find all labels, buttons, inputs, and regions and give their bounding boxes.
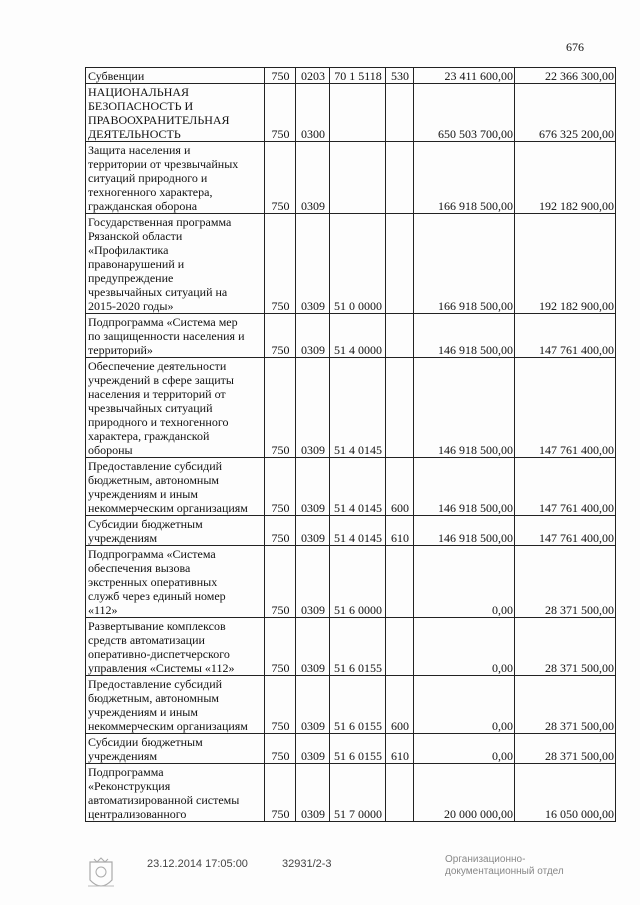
section-code-cell: 0309 xyxy=(296,314,330,358)
department-code-cell: 750 xyxy=(265,546,296,618)
amount-2016-cell: 147 761 400,00 xyxy=(515,516,616,546)
table-row xyxy=(86,546,616,618)
amount-2015-cell: 146 918 500,00 xyxy=(414,314,515,358)
expense-type-cell xyxy=(386,214,414,314)
department-code-cell: 750 xyxy=(265,734,296,764)
row-name-cell: Предоставление субсидий бюджетным, автономным учреждениям и иным некоммерческим организациям xyxy=(86,458,265,516)
department-code-cell: 750 xyxy=(265,84,296,142)
department-code-cell: 750 xyxy=(265,676,296,734)
amount-2016-cell: 147 761 400,00 xyxy=(515,358,616,458)
row-name-cell: Субсидии бюджетным учреждениям xyxy=(86,734,265,764)
expense-type-cell xyxy=(386,618,414,676)
amount-2015-cell: 0,00 xyxy=(414,676,515,734)
amount-2015-cell: 0,00 xyxy=(414,618,515,676)
expense-type-cell: 600 xyxy=(386,458,414,516)
target-article-cell xyxy=(330,84,386,142)
department-code-cell: 750 xyxy=(265,214,296,314)
expense-type-cell xyxy=(386,314,414,358)
section-code-cell: 0300 xyxy=(296,84,330,142)
expense-type-cell xyxy=(386,764,414,822)
expense-type-cell xyxy=(386,546,414,618)
amount-2016-cell: 28 371 500,00 xyxy=(515,546,616,618)
amount-2016-cell: 28 371 500,00 xyxy=(515,734,616,764)
section-code-cell: 0309 xyxy=(296,676,330,734)
table-body xyxy=(86,68,616,822)
department-code-cell: 750 xyxy=(265,68,296,84)
target-article-cell: 51 4 0145 xyxy=(330,358,386,458)
page-number: 676 xyxy=(566,40,584,54)
table-row xyxy=(86,84,616,142)
expense-type-cell: 530 xyxy=(386,68,414,84)
expense-type-cell: 600 xyxy=(386,676,414,734)
expense-type-cell xyxy=(386,358,414,458)
row-name-cell: Государственная программа Рязанской области «Профилактика правонарушений и предупреждение чрезвычайных ситуаций на 2015-2020 годы» xyxy=(86,214,265,314)
expense-type-cell: 610 xyxy=(386,516,414,546)
expense-type-cell: 610 xyxy=(386,734,414,764)
amount-2015-cell: 0,00 xyxy=(414,546,515,618)
section-code-cell: 0203 xyxy=(296,68,330,84)
section-code-cell: 0309 xyxy=(296,516,330,546)
department-code-cell: 750 xyxy=(265,764,296,822)
row-name-cell: Подпрограмма «Система обеспечения вызова экстренных оперативных служб через единый номер «112» xyxy=(86,546,265,618)
target-article-cell: 51 7 0000 xyxy=(330,764,386,822)
target-article-cell: 51 4 0145 xyxy=(330,516,386,546)
table-row xyxy=(86,764,616,822)
amount-2015-cell: 650 503 700,00 xyxy=(414,84,515,142)
section-code-cell: 0309 xyxy=(296,764,330,822)
row-name-cell: Обеспечение деятельности учреждений в сфере защиты населения и территорий от чрезвычайных ситуаций природного и техногенного характера, гражданской обороны xyxy=(86,358,265,458)
department-code-cell: 750 xyxy=(265,142,296,214)
amount-2016-cell: 192 182 900,00 xyxy=(515,142,616,214)
department-code-cell: 750 xyxy=(265,358,296,458)
row-name-cell: Предоставление субсидий бюджетным, автономным учреждениям и иным некоммерческим организациям xyxy=(86,676,265,734)
amount-2016-cell: 192 182 900,00 xyxy=(515,214,616,314)
table-row xyxy=(86,676,616,734)
amount-2016-cell: 16 050 000,00 xyxy=(515,764,616,822)
department-code-cell: 750 xyxy=(265,314,296,358)
section-code-cell: 0309 xyxy=(296,142,330,214)
budget-table xyxy=(85,67,616,822)
amount-2016-cell: 147 761 400,00 xyxy=(515,458,616,516)
table-row xyxy=(86,142,616,214)
target-article-cell: 51 6 0155 xyxy=(330,734,386,764)
target-article-cell: 51 4 0000 xyxy=(330,314,386,358)
expense-type-cell xyxy=(386,84,414,142)
department-code-cell: 750 xyxy=(265,516,296,546)
section-code-cell: 0309 xyxy=(296,458,330,516)
amount-2015-cell: 146 918 500,00 xyxy=(414,458,515,516)
table-row xyxy=(86,734,616,764)
section-code-cell: 0309 xyxy=(296,358,330,458)
row-name-cell: НАЦИОНАЛЬНАЯ БЕЗОПАСНОСТЬ И ПРАВООХРАНИТЕЛЬНАЯ ДЕЯТЕЛЬНОСТЬ xyxy=(86,84,265,142)
amount-2016-cell: 676 325 200,00 xyxy=(515,84,616,142)
section-code-cell: 0309 xyxy=(296,214,330,314)
target-article-cell xyxy=(330,142,386,214)
target-article-cell: 51 6 0155 xyxy=(330,618,386,676)
table-row xyxy=(86,618,616,676)
footer-stamp: Организационно- документационный отдел xyxy=(445,854,564,877)
row-name-cell: Субсидии бюджетным учреждениям xyxy=(86,516,265,546)
amount-2016-cell: 22 366 300,00 xyxy=(515,68,616,84)
section-code-cell: 0309 xyxy=(296,546,330,618)
target-article-cell: 51 6 0155 xyxy=(330,676,386,734)
table-row xyxy=(86,458,616,516)
section-code-cell: 0309 xyxy=(296,618,330,676)
table-row xyxy=(86,214,616,314)
footer-document-id: 32931/2-3 xyxy=(282,858,332,870)
amount-2015-cell: 23 411 600,00 xyxy=(414,68,515,84)
amount-2016-cell: 147 761 400,00 xyxy=(515,314,616,358)
footer xyxy=(0,852,640,902)
department-code-cell: 750 xyxy=(265,458,296,516)
row-name-cell: Подпрограмма «Система мер по защищенности населения и территорий» xyxy=(86,314,265,358)
row-name-cell: Защита населения и территории от чрезвычайных ситуаций природного и техногенного характера, гражданская оборона xyxy=(86,142,265,214)
footer-datetime: 23.12.2014 17:05:00 xyxy=(147,858,248,870)
department-code-cell: 750 xyxy=(265,618,296,676)
table-row xyxy=(86,314,616,358)
row-name-cell: Развертывание комплексов средств автоматизации оперативно-диспетчерского управления «Системы «112» xyxy=(86,618,265,676)
amount-2015-cell: 20 000 000,00 xyxy=(414,764,515,822)
table-row xyxy=(86,68,616,84)
row-name-cell: Субвенции xyxy=(86,68,265,84)
section-code-cell: 0309 xyxy=(296,734,330,764)
amount-2015-cell: 0,00 xyxy=(414,734,515,764)
amount-2015-cell: 146 918 500,00 xyxy=(414,516,515,546)
target-article-cell: 51 0 0000 xyxy=(330,214,386,314)
target-article-cell: 70 1 5118 xyxy=(330,68,386,84)
table-row xyxy=(86,516,616,546)
amount-2015-cell: 146 918 500,00 xyxy=(414,358,515,458)
row-name-cell: Подпрограмма «Реконструкция автоматизированной системы централизованного xyxy=(86,764,265,822)
target-article-cell: 51 6 0000 xyxy=(330,546,386,618)
amount-2016-cell: 28 371 500,00 xyxy=(515,618,616,676)
target-article-cell: 51 4 0145 xyxy=(330,458,386,516)
table-row xyxy=(86,358,616,458)
amount-2015-cell: 166 918 500,00 xyxy=(414,214,515,314)
amount-2016-cell: 28 371 500,00 xyxy=(515,676,616,734)
coat-of-arms-icon xyxy=(84,856,118,896)
amount-2015-cell: 166 918 500,00 xyxy=(414,142,515,214)
expense-type-cell xyxy=(386,142,414,214)
